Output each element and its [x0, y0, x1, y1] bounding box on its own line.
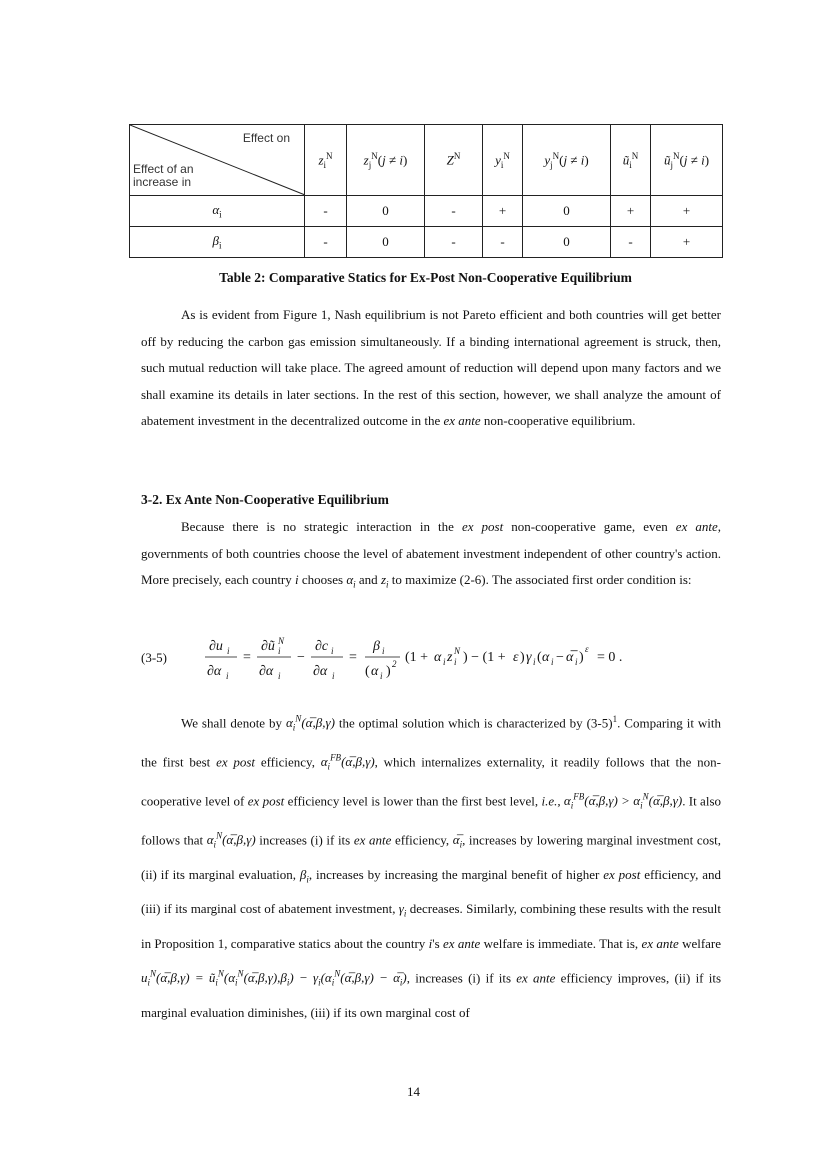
table-cell: 0 — [347, 196, 425, 227]
svg-text:i: i — [575, 657, 578, 667]
table-cell: + — [611, 196, 651, 227]
svg-text:): ) — [579, 650, 584, 665]
table-cell: + — [651, 227, 723, 258]
svg-text:−: − — [556, 650, 564, 665]
svg-text:(: ( — [537, 650, 542, 665]
svg-text:(: ( — [365, 664, 370, 679]
effect-on-label: Effect on — [242, 131, 290, 145]
effect-of-label: Effect of an increase in — [133, 162, 194, 189]
table-cell: 0 — [523, 196, 611, 227]
svg-text:α: α — [542, 650, 550, 665]
svg-text:N: N — [278, 636, 285, 646]
svg-text:): ) — [386, 664, 391, 679]
svg-text:= 0 .: = 0 . — [597, 650, 623, 665]
svg-text:i: i — [533, 657, 536, 667]
svg-text:i: i — [454, 657, 457, 667]
table-cell: - — [483, 227, 523, 258]
table-corner-header — [130, 125, 305, 196]
svg-text:=: = — [349, 650, 357, 665]
paragraph-ex-ante: Because there is no strategic interaction in the ex post non-cooperative game, even ex ante, governments of both countries choose the level of abatement investment independent of other country's action. More precisely, each country i chooses $\alpha_i$ and $z_i$ to maximize (2-6). The associated first order condition is: — [141, 519, 722, 590]
svg-text:i: i — [382, 646, 385, 656]
table-row-beta — [130, 227, 723, 258]
svg-text:z: z — [447, 650, 453, 665]
svg-text:∂α: ∂α — [259, 664, 274, 679]
comparative-statics-table — [129, 124, 723, 258]
table-cell: 0 — [523, 227, 611, 258]
svg-text:i: i — [551, 657, 554, 667]
svg-text:−: − — [297, 650, 305, 665]
table-row-alpha — [130, 196, 723, 227]
col-header-Z: $Z^N$ — [425, 125, 483, 196]
row-label-beta: $\beta_i$ — [130, 227, 305, 258]
row-label-alpha: $\alpha_i$ — [130, 196, 305, 227]
first-order-condition-equation — [205, 630, 635, 685]
svg-text:α: α — [371, 664, 379, 679]
col-header-z-j: $z_j^N(j \ne i)$ — [347, 125, 425, 196]
table-caption: Table 2: Comparative Statics for Ex-Post Non-Cooperative Equilibrium — [219, 270, 632, 285]
col-header-u-j: $ũ_j^N(j \ne i)$ — [651, 125, 723, 196]
col-header-z-i: $z_i^N$ — [305, 125, 347, 196]
table-cell: + — [651, 196, 723, 227]
svg-text:∂ũ: ∂ũ — [261, 639, 275, 654]
svg-text:α̅: α̅ — [566, 650, 574, 665]
table-cell: - — [305, 227, 347, 258]
table-cell: + — [483, 196, 523, 227]
svg-text:ε: ε — [513, 650, 519, 665]
svg-text:∂α: ∂α — [207, 664, 222, 679]
svg-text:i: i — [332, 671, 335, 681]
svg-text:α: α — [434, 650, 442, 665]
svg-text:=: = — [243, 650, 251, 665]
svg-text:i: i — [278, 646, 281, 656]
svg-text:γ: γ — [526, 650, 532, 665]
page-number: 14 — [407, 1084, 420, 1099]
table-cell: - — [611, 227, 651, 258]
paragraph-nash: As is evident from Figure 1, Nash equilibrium is not Pareto efficient and both countries will get better off by reducing the carbon gas emission simultaneously. If a binding international agreement is struck, then, such mutual reduction will take place. The agreed amount of reduction will depend upon many factors and we shall examine its details in later sections. In the rest of this section, however, we shall analyze the amount of abatement investment in the decentralized outcome in the ex ante non-cooperative equilibrium. — [141, 307, 721, 428]
svg-text:2: 2 — [392, 659, 397, 669]
table-cell: 0 — [347, 227, 425, 258]
svg-text:i: i — [443, 657, 446, 667]
svg-text:(1 +: (1 + — [405, 650, 429, 665]
col-header-y-i: $y_i^N$ — [483, 125, 523, 196]
svg-text:) − (1 +: ) − (1 + — [463, 650, 506, 665]
table-cell: - — [425, 227, 483, 258]
section-heading: 3-2. Ex Ante Non-Cooperative Equilibrium — [141, 492, 389, 507]
svg-text:β: β — [373, 639, 380, 654]
svg-text:i: i — [331, 646, 334, 656]
svg-text:i: i — [227, 646, 230, 656]
equation-number: (3-5) — [141, 650, 167, 665]
table-cell: - — [425, 196, 483, 227]
col-header-u-i: $ũ_i^N$ — [611, 125, 651, 196]
svg-text:∂α: ∂α — [313, 664, 328, 679]
svg-text:i: i — [226, 671, 229, 681]
svg-text:i: i — [278, 671, 281, 681]
paragraph-optimal-solution: We shall denote by $\alpha_i^N(\alpha̅,\beta,\gamma)$ the optimal solution which is characterized by $(3-5)^1$. Comparing it with the first best ex post efficiency, $\alpha_i^{FB}(\alpha̅,\beta,\gamma)$, which internalizes externality, it readily follows that the non-cooperative level of ex post efficiency level is lower than the first best level, i.e., $\alpha_i^{FB}(\alpha̅,\beta,\gamma)$ > $\alpha_i^N(\alpha̅,\beta,\gamma)$. It also follows that $\alpha_i^N(\alpha̅,\beta,\gamma)$ increases (i) if its ex ante efficiency, $\alpha̅_i$, increases by lowering marginal investment cost, (ii) if its marginal evaluation, $\beta_i$, increases by increasing the marginal benefit of higher ex post efficiency, and (iii) if its marginal cost of abatement investment, $\gamma_i$ decreases. Similarly, combining these results with the result in Proposition 1, comparative statics about the country i's ex ante welfare is immediate. That is, ex ante welfare $u_i^N(\alpha̅,\beta,\gamma)$ = $ũ_i^N(\alpha_i^N(\alpha̅,\beta,\gamma),\beta_i)$ − $\gamma_i(\alpha_i^N(\alpha̅,\beta,\gamma)$ − $\alpha̅_i$), increases (i) if its ex ante efficiency improves, (ii) if its marginal evaluation diminishes, (iii) if its own marginal cost of — [141, 714, 722, 1020]
svg-text:N: N — [454, 646, 461, 656]
col-header-y-j: $y_j^N(j \ne i)$ — [523, 125, 611, 196]
svg-text:∂u: ∂u — [209, 639, 223, 654]
svg-text:∂c: ∂c — [315, 639, 329, 654]
svg-text:): ) — [520, 650, 525, 665]
svg-text:ε: ε — [585, 644, 589, 654]
svg-text:i: i — [380, 671, 383, 681]
table-cell: - — [305, 196, 347, 227]
